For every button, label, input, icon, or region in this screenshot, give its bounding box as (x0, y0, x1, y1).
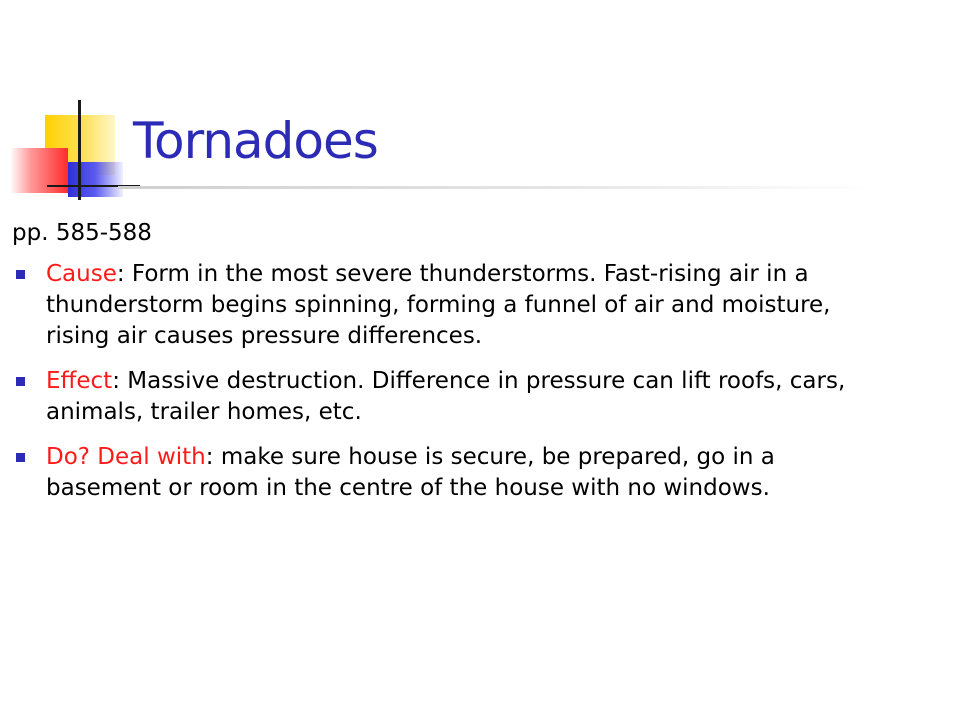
bullet-text: : Massive destruction. Difference in pressure can lift roofs, cars, animals, trailer homes, etc. (46, 368, 846, 425)
bullet-effect (12, 366, 892, 428)
bullet-text: : make sure house is secure, be prepared, go in a basement or room in the centre of the house with no windows. (46, 444, 775, 501)
bullet-text: : Form in the most severe thunderstorms. Fast-rising air in a thunderstorm begins spinning, forming a funnel of air and moisture, rising air causes pressure differences. (46, 261, 831, 349)
title-divider (118, 186, 878, 189)
square-bullet-icon (16, 270, 25, 279)
blue-square (68, 162, 123, 197)
bullet-deal-with (12, 442, 892, 504)
bullet-keyword: Effect (46, 368, 113, 394)
colored-squares-logo-icon (10, 100, 140, 200)
slide-title: Tornadoes (133, 112, 378, 170)
bullet-list (12, 259, 892, 504)
square-bullet-icon (16, 377, 25, 386)
bullet-keyword: Do? Deal with (46, 444, 206, 470)
bullet-keyword: Cause (46, 261, 117, 287)
square-bullet-icon (16, 453, 25, 462)
page-reference: pp. 585-588 (12, 220, 152, 246)
bullet-cause (12, 259, 892, 352)
slide-body (12, 218, 892, 518)
